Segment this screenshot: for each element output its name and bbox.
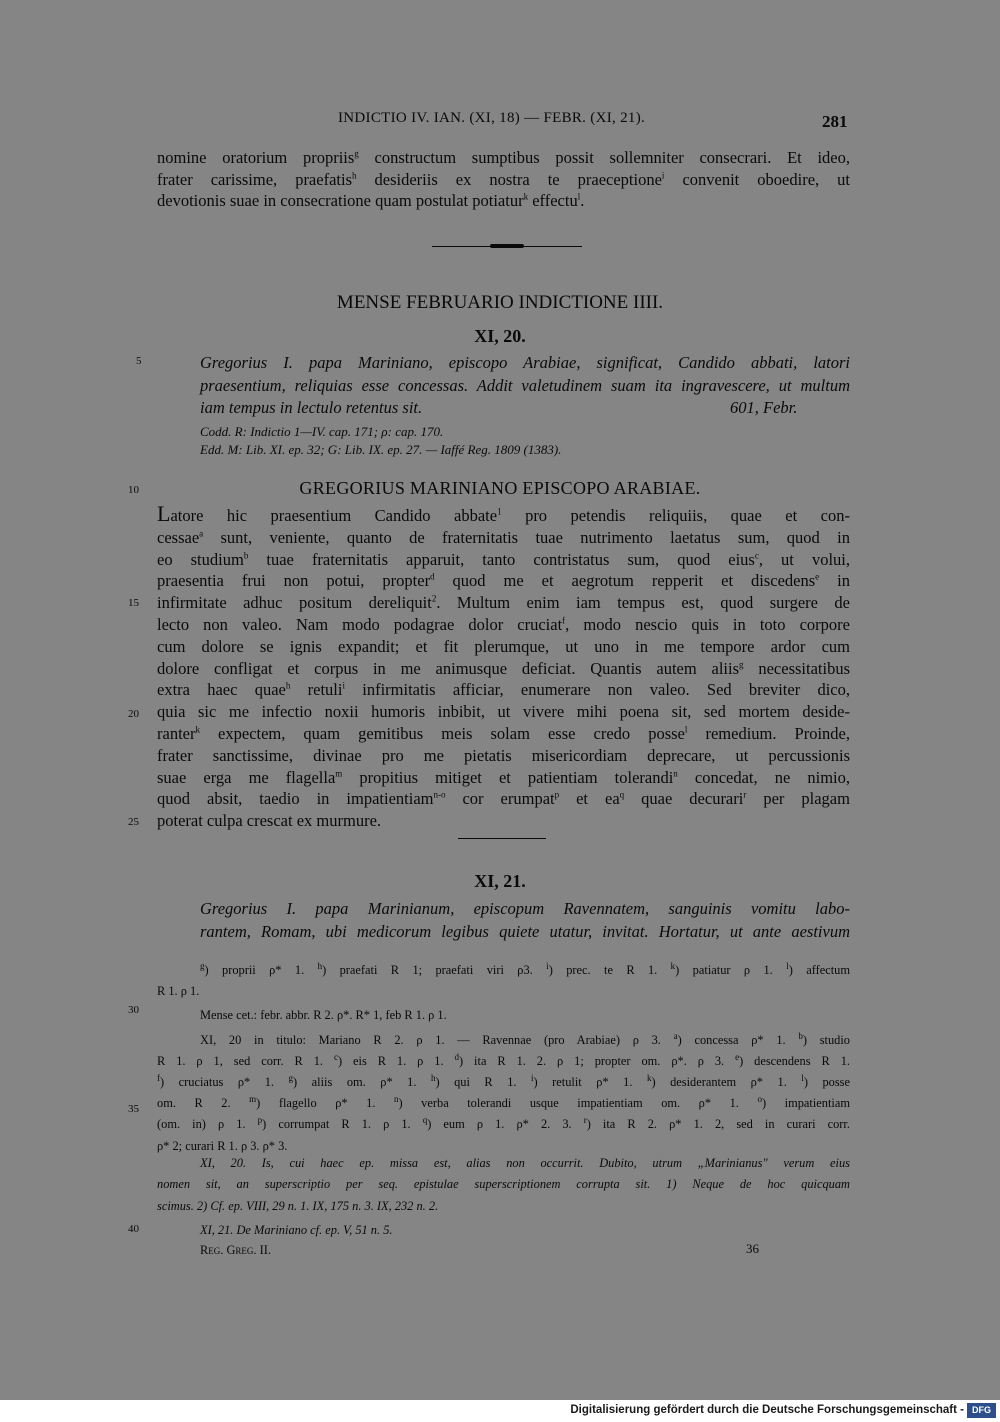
body-line: eo studium$^b$ tuae fraternitatis apparuit, tanto contristatus sum, quod eius$^c$, ut volui, xyxy=(157,549,850,569)
letter-number: XI, 21. xyxy=(474,871,526,891)
body-line: quia sic me infectio noxii humoris inbibit, ut vivere mihi poena sit, sed mortem deside- xyxy=(157,702,850,722)
running-header: INDICTIO IV. IAN. (XI, 18) — FEBR. (XI, 21). xyxy=(338,110,646,126)
footer-bar xyxy=(0,1400,1000,1422)
body-line: infirmitate adhuc positum dereliquit$^2$. Multum enim iam tempus est, quod surgere de xyxy=(157,593,850,613)
body-line: cum dolore se ignis expandit; et fit plerumque, ut uno in me tempore ardor cum xyxy=(157,636,850,656)
apparatus-line: $^f$) cruciatus ρ* 1. $^g$) aliis om. ρ* 1. $^h$) qui R 1. $^i$) retulit ρ* 1. $^k$) desiderantem ρ* 1. $^l$) posse xyxy=(157,1072,850,1089)
end-rule xyxy=(458,838,546,839)
apparatus-line: XI, 20 in titulo: Mariano R 2. ρ 1. — Ravennae (pro Arabiae) ρ 3. $^a$) concessa ρ* 1. $^b$) studio xyxy=(200,1030,850,1047)
summary-line: Gregorius I. papa Mariniano, episcopo Arabiae, significat, Candido abbati, latori xyxy=(200,353,850,372)
line-number: 10 xyxy=(128,484,139,496)
body-line: frater sanctissime, divinae pro me pietatis misericordiam deprecare, ut percussionis xyxy=(157,745,850,765)
body-line: poterat culpa crescat ex murmure. xyxy=(157,811,382,831)
body-line: cessae$^a$ sunt, veniente, quanto de fraternitatis tuae nutrimento laetatus sum, quod in xyxy=(157,527,850,547)
line-number: 20 xyxy=(128,708,139,720)
ornament-rule-center xyxy=(490,244,524,248)
body-line: Latore hic praesentium Candido abbate$^1$ pro petendis reliquiis, quae et con- xyxy=(157,501,850,526)
page-number: 281 xyxy=(822,112,848,131)
apparatus-line: om. R 2. $^m$) flagello ρ* 1. $^n$) verba tolerandi usque impatientiam om. ρ* 1. $^o$) impatientiam xyxy=(157,1093,851,1110)
apparatus-line: Mense cet.: febr. abbr. R 2. ρ*. R* 1, feb R 1. ρ 1. xyxy=(200,1008,447,1022)
line-number: 30 xyxy=(128,1004,139,1016)
line-number: 40 xyxy=(128,1223,139,1235)
apparatus-line: R 1. ρ 1, sed corr. R 1. $^c$) eis R 1. ρ 1. $^d$) ita R 1. 2. ρ 1; propter om. ρ*. ρ 3. $^e$) descendens R 1. xyxy=(157,1051,850,1068)
body-line: praesentia frui non potui, propter$^d$ quod me et aegrotum repperit et discedens$^e$ in xyxy=(157,571,850,591)
signature-left: Reg. Greg. II. xyxy=(200,1243,271,1257)
apparatus-line: R 1. ρ 1. xyxy=(157,984,200,998)
summary-line: praesentium, reliquias esse concessas. Addit valetudinem suam ita ingravescere, ut multum xyxy=(200,375,850,395)
text-line: nomine oratorium propriis$^g$ constructum sumptibus possit sollemniter consecrari. Et ideo, xyxy=(157,148,850,167)
note-line: nomen sit, an superscriptio per seq. epistulae superscriptionem corrupta sit. 1) Neque de hoc quicquam xyxy=(157,1177,850,1192)
note-line: scimus. 2) Cf. ep. VIII, 29 n. 1. IX, 175 n. 3. IX, 232 n. 2. xyxy=(157,1198,439,1213)
signature-right: 36 xyxy=(746,1241,759,1256)
letter-title: GREGORIUS MARINIANO EPISCOPO ARABIAE. xyxy=(299,478,701,498)
body-line: dolore confligat et corpus in me animusque deficiat. Quantis autem aliis$^g$ necessitatibus xyxy=(157,658,850,678)
letter-number: XI, 20. xyxy=(474,326,526,346)
line-number: 35 xyxy=(128,1103,139,1115)
footer-text: Digitalisierung gefördert durch die Deutsche Forschungsgemeinschaft - xyxy=(570,1404,964,1416)
codices-line: Codd. R: Indictio 1—IV. cap. 171; ρ: cap. 170. xyxy=(200,424,444,439)
body-line: lecto non valeo. Nam modo podagrae dolor cruciat$^f$, modo nescio quis in toto corpore xyxy=(157,615,850,634)
body-line: suae erga me flagella$^m$ propitius mitiget et patientiam tolerandi$^n$ concedat, ne nimio, xyxy=(157,767,850,787)
line-number: 5 xyxy=(136,355,142,367)
summary-line: Gregorius I. papa Marinianum, episcopum Ravennatem, sanguinis vomitu labo- xyxy=(200,899,850,918)
apparatus-line: (om. in) ρ 1. $^p$) corrumpat R 1. ρ 1. $^q$) eum ρ 1. ρ* 2. 3. $^r$) ita R 2. ρ* 1. 2, sed in curari corr. xyxy=(157,1114,850,1131)
summary-line: iam tempus in lectulo retentus sit. xyxy=(200,398,423,418)
note-last: XI, 21. De Mariniano cf. ep. V, 51 n. 5. xyxy=(200,1223,393,1237)
line-number: 15 xyxy=(128,597,139,609)
text-line: frater carissime, praefatis$^h$ desideriis ex nostra te praeceptione$^i$ convenit oboedire, ut xyxy=(157,169,850,189)
body-line: extra haec quae$^h$ retuli$^i$ infirmitatis afficiar, enumerare non valeo. Sed breviter dico, xyxy=(157,680,850,700)
note-line: XI, 20. Is, cui haec ep. missa est, alias non occurrit. Dubito, utrum „Marinianus" verum eius xyxy=(200,1156,850,1170)
apparatus-line: ρ* 2; curari R 1. ρ 3. ρ* 3. xyxy=(157,1139,288,1153)
line-number: 25 xyxy=(128,816,139,828)
body-line: ranter$^k$ expectem, quam gemitibus meis solam esse credo posse$^l$ remedium. Proinde, xyxy=(157,724,850,743)
letter-date: 601, Febr. xyxy=(730,398,798,417)
dfg-logo: DFG xyxy=(967,1403,996,1418)
text-line: devotionis suae in consecratione quam postulat potiatur$^k$ effectu$^l$. xyxy=(157,191,585,211)
apparatus-line: $^g$) proprii ρ* 1. $^h$) praefati R 1; praefati viri ρ3. $^i$) prec. te R 1. $^k$) patiatur ρ 1. $^l$) affectum xyxy=(200,960,851,977)
summary-line: rantem, Romam, ubi medicorum legibus quiete utatur, invitat. Hortatur, ut ante aestivum xyxy=(200,921,850,941)
editions-line: Edd. M: Lib. XI. ep. 32; G: Lib. IX. ep. 27. — Iaffé Reg. 1809 (1383). xyxy=(200,442,562,457)
body-line: quod absit, taedio in impatientiam$^{n-o}$ cor erumpat$^p$ et $ea^q$ quae decurari$^r$ per plagam xyxy=(157,789,850,809)
section-title: MENSE FEBRUARIO INDICTIONE IIII. xyxy=(336,292,664,313)
